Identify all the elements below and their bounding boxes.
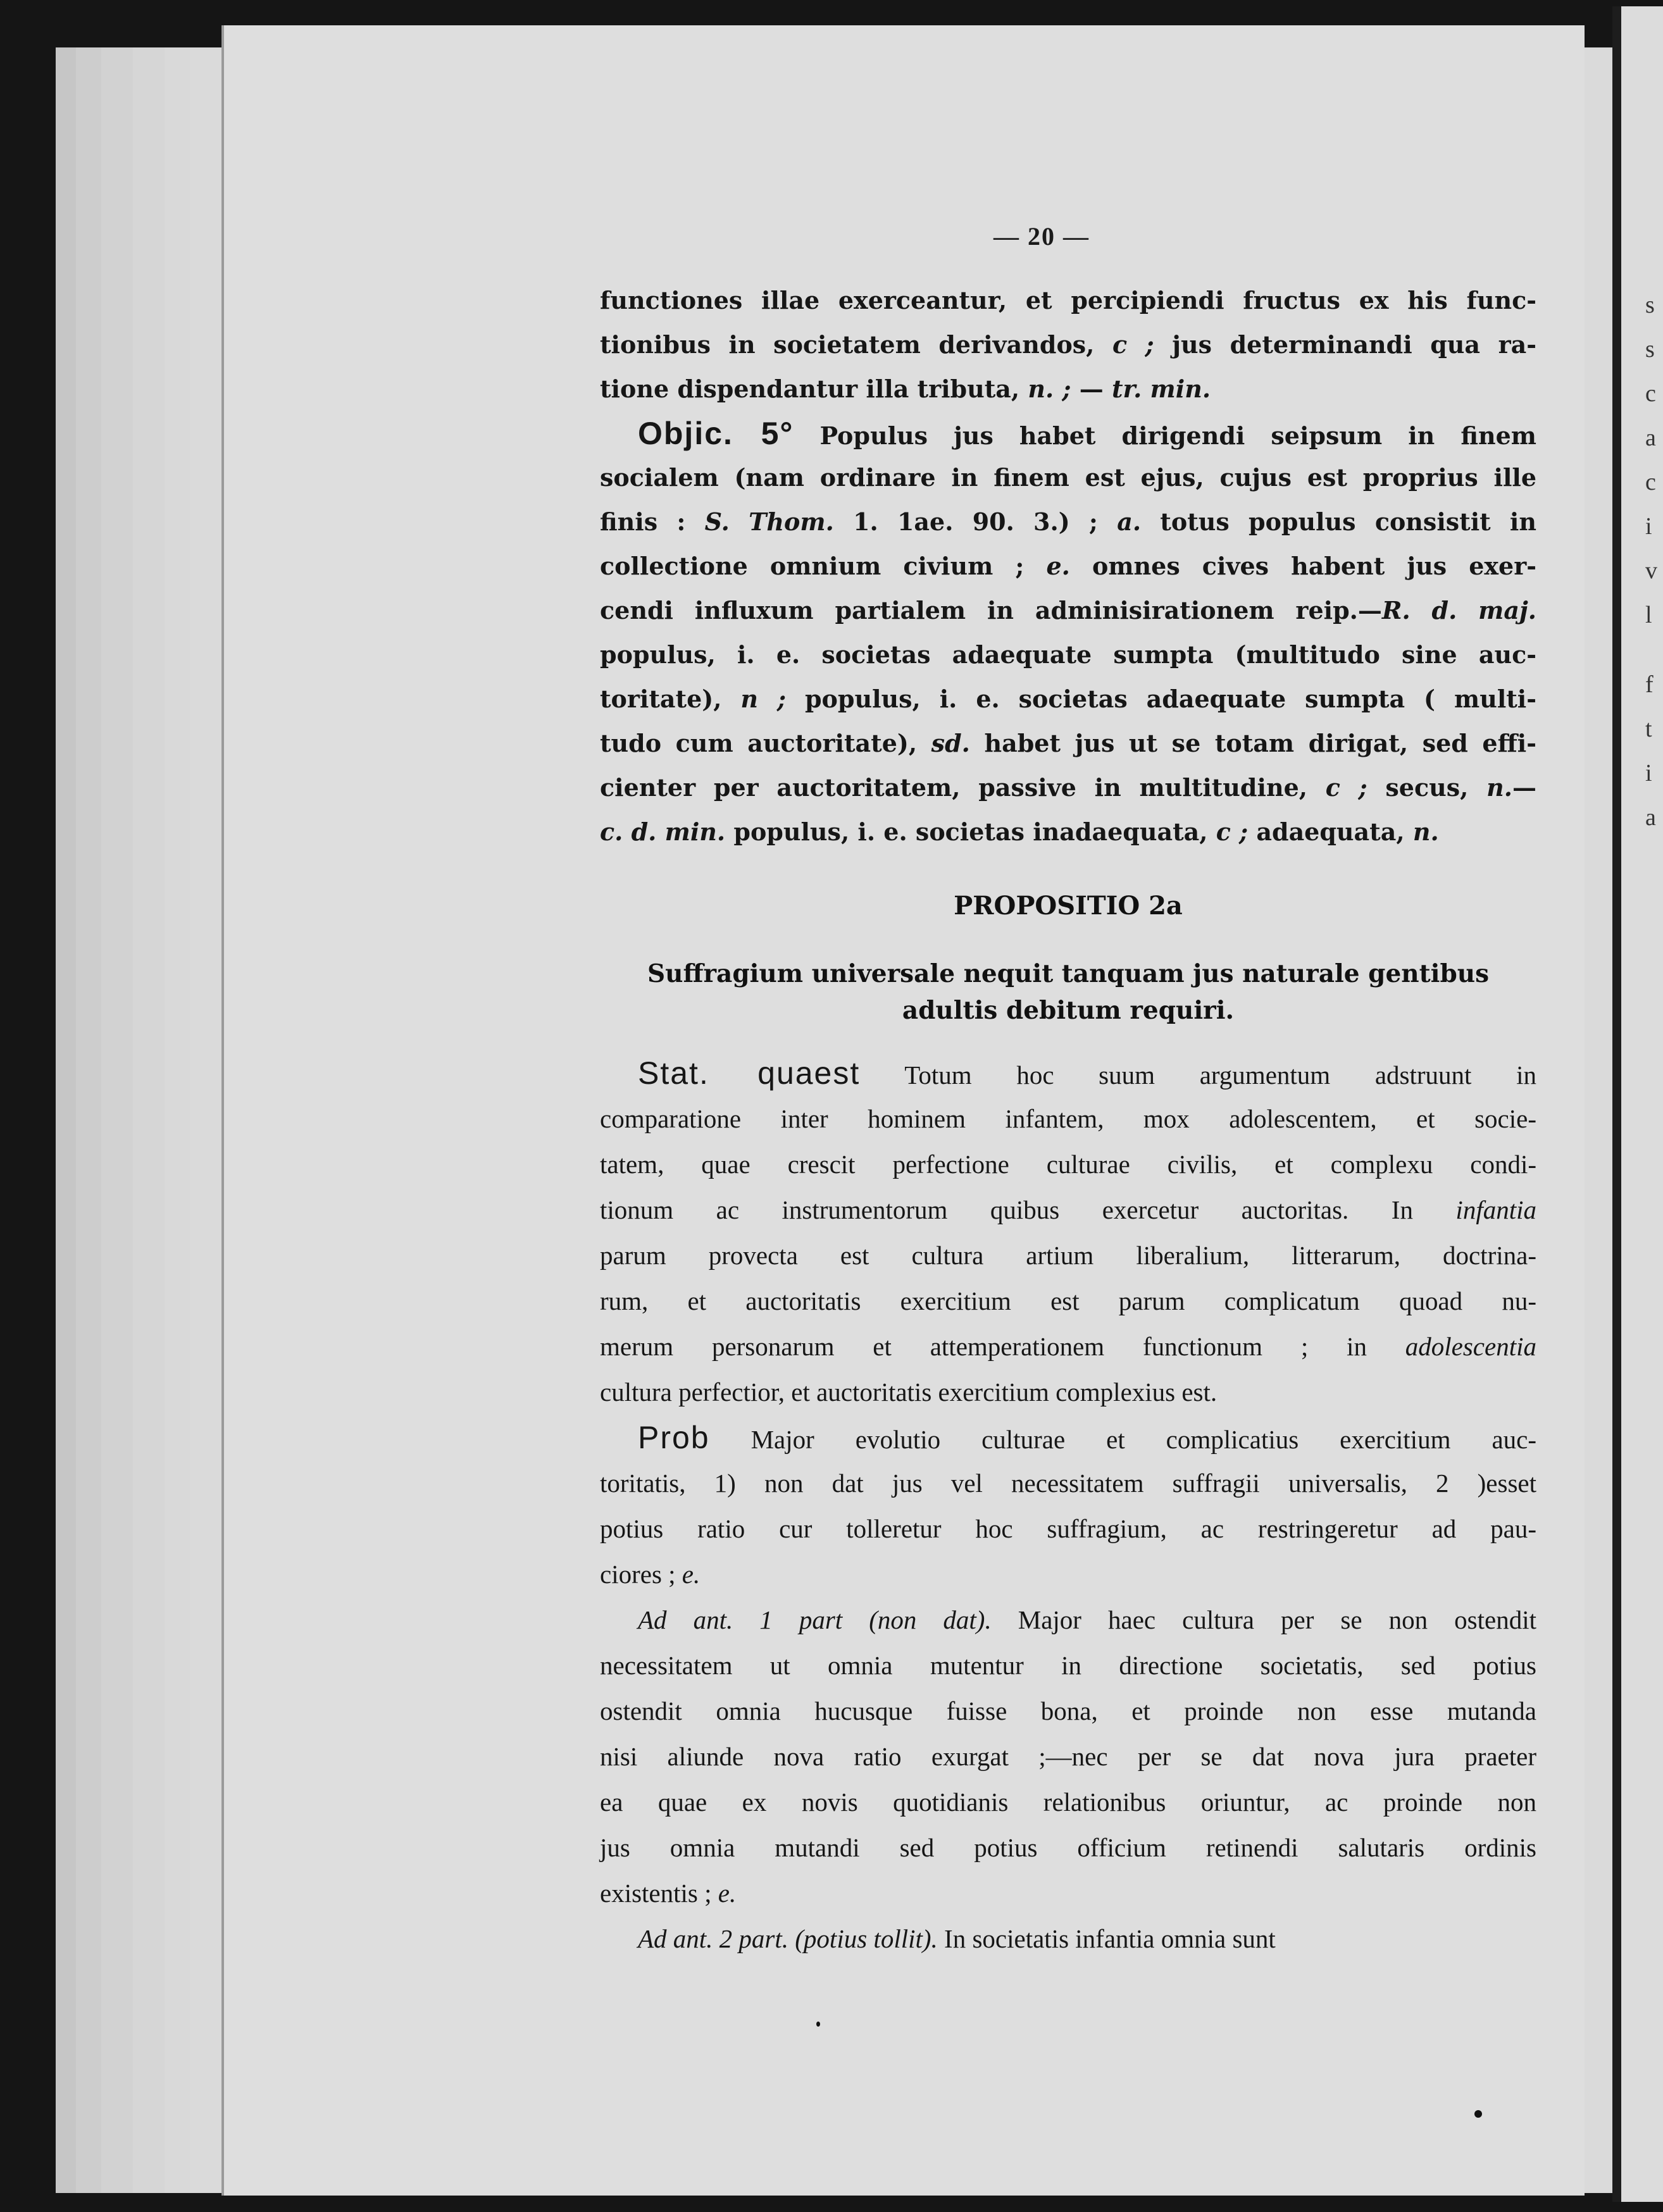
- italic-text: c ;: [1325, 773, 1367, 802]
- text-run: habet jus ut se totam dirigat, sed effi-: [969, 729, 1536, 757]
- text-line: [600, 1278, 1536, 1324]
- facing-page-letter: f: [1645, 671, 1654, 698]
- text-run: cendi influxum partialem in adminisirationem reip.—: [600, 596, 1382, 624]
- paragraph-lead: Objic. 5°: [638, 416, 794, 451]
- facing-page-letter: s: [1645, 292, 1655, 318]
- italic-text: c. d. min.: [600, 817, 726, 846]
- text-run: Major haec cultura per se non ostendit: [991, 1605, 1536, 1634]
- italic-text: Ad ant. 2 part. (potius tollit).: [638, 1924, 938, 1953]
- text-run: populus, i. e. societas inadaequata,: [725, 817, 1216, 846]
- text-line: [600, 810, 1536, 854]
- text-line: [600, 1415, 1536, 1460]
- text-run: —: [1512, 773, 1536, 802]
- text-run: necessitatem ut omnia mutentur in directione societatis, sed potius: [600, 1651, 1536, 1680]
- text-line: [600, 500, 1536, 544]
- text-run: ea quae ex novis quotidianis relationibus oriuntur, ac proinde non: [600, 1787, 1536, 1817]
- text-line: [600, 1187, 1536, 1233]
- text-line: [600, 1233, 1536, 1278]
- text-run: tione dispendantur illa tributa,: [600, 375, 1028, 403]
- text-run: tudo cum auctoritate),: [600, 729, 931, 757]
- facing-page-letter: s: [1645, 336, 1655, 363]
- italic-text: tr. min.: [1112, 375, 1211, 403]
- text-line: [600, 367, 1536, 411]
- facing-page-letter: a: [1645, 804, 1656, 831]
- facing-page-letter: i: [1645, 760, 1652, 786]
- italic-text: n.: [1486, 773, 1512, 802]
- text-run: jus determinandi qua ra-: [1154, 330, 1536, 359]
- paragraph-lead: Prob: [638, 1420, 710, 1455]
- ink-speck: [1474, 2110, 1482, 2118]
- italic-text: e.: [718, 1879, 737, 1908]
- italic-text: adolescentia: [1405, 1332, 1536, 1361]
- objection-paragraph: [600, 278, 1536, 854]
- text-line: [600, 1734, 1536, 1779]
- facing-page-letter: c: [1645, 380, 1656, 407]
- text-line: [600, 1916, 1536, 1961]
- text-run: Major evolutio culturae et complicatius exercitium auc-: [709, 1425, 1536, 1454]
- text-line: [600, 677, 1536, 721]
- text-run: Populus jus habet dirigendi seipsum in finem: [794, 421, 1536, 450]
- page-number: — 20 —: [993, 222, 1090, 251]
- text-run: populus, i. e. societas adaequate sumpta (multitudo sine auc-: [600, 640, 1536, 669]
- text-run: comparatione inter hominem infantem, mox adolescentem, et socie-: [600, 1104, 1536, 1133]
- italic-text: n. ;: [1028, 375, 1071, 403]
- text-line: [600, 1050, 1536, 1096]
- text-run: ostendit omnia hucusque fuisse bona, et proinde non esse mutanda: [600, 1696, 1536, 1725]
- text-line: [600, 323, 1536, 367]
- text-line: [600, 1506, 1536, 1551]
- proposition-body: [600, 1050, 1536, 1961]
- ink-speck: [816, 2022, 820, 2027]
- text-line: [600, 278, 1536, 323]
- proposition-title: PROPOSITIO 2a: [954, 891, 1183, 921]
- facing-page-letter: a: [1645, 425, 1656, 451]
- italic-text: R. d. maj.: [1381, 596, 1536, 624]
- text-run: existentis ;: [600, 1879, 718, 1908]
- text-run: tionum ac instrumentorum quibus exercetur auctoritas. In: [600, 1195, 1456, 1224]
- facing-page-letter: v: [1645, 557, 1657, 584]
- italic-text: sd.: [931, 729, 970, 757]
- text-run: —: [1071, 375, 1112, 403]
- text-line: [600, 1779, 1536, 1825]
- text-run: cienter per auctoritatem, passive in multitudine,: [600, 773, 1326, 802]
- text-line: [600, 411, 1536, 456]
- italic-text: S. Thom.: [704, 507, 834, 536]
- text-run: parum provecta est cultura artium liberalium, litterarum, doctrina-: [600, 1241, 1536, 1270]
- text-line: [600, 544, 1536, 588]
- italic-text: e.: [1046, 552, 1070, 580]
- text-run: rum, et auctoritatis exercitium est parum complicatum quoad nu-: [600, 1286, 1536, 1315]
- text-line: [600, 1324, 1536, 1369]
- text-run: totus populus consistit in: [1141, 507, 1536, 536]
- text-run: 1. 1ae. 90. 3.) ;: [833, 507, 1118, 536]
- italic-text: c ;: [1112, 330, 1154, 359]
- facing-page-letter: c: [1645, 469, 1656, 495]
- text-line: [600, 633, 1536, 677]
- text-run: cultura perfectior, et auctoritatis exercitium complexius est.: [600, 1377, 1218, 1407]
- text-run: omnes cives habent jus exer-: [1069, 552, 1536, 580]
- text-line: [600, 1551, 1536, 1597]
- facing-page-edge: [1612, 6, 1663, 2202]
- proposition-subtitle-line: Suffragium universale nequit tanquam jus naturale gentibus: [647, 959, 1490, 988]
- proposition-subtitle: [600, 955, 1536, 1029]
- text-run: collectione omnium civium ;: [600, 552, 1047, 580]
- italic-text: infantia: [1455, 1195, 1536, 1224]
- text-run: toritatis, 1) non dat jus vel necessitatem suffragii universalis, 2 )esset: [600, 1469, 1536, 1498]
- italic-text: Ad ant. 1 part (non dat).: [638, 1605, 992, 1634]
- text-run: secus,: [1367, 773, 1487, 802]
- text-line: [600, 721, 1536, 766]
- text-line: [600, 766, 1536, 810]
- text-line: [600, 1369, 1536, 1415]
- proposition-subtitle-line: adultis debitum requiri.: [902, 996, 1235, 1025]
- text-run: merum personarum et attemperationem functionum ; in: [600, 1332, 1405, 1361]
- text-line: [600, 1643, 1536, 1688]
- text-line: [600, 1870, 1536, 1916]
- paragraph-lead: Stat. quaest: [638, 1055, 861, 1091]
- text-run: In societatis infantia omnia sunt: [937, 1924, 1276, 1953]
- text-run: finis :: [600, 507, 705, 536]
- text-line: [600, 1688, 1536, 1734]
- italic-text: n.: [1412, 817, 1439, 846]
- text-run: nisi aliunde nova ratio exurgat ;—nec per se dat nova jura praeter: [600, 1742, 1536, 1771]
- text-line: [600, 456, 1536, 500]
- italic-text: c ;: [1216, 817, 1249, 846]
- text-line: [600, 1096, 1536, 1141]
- text-line: [600, 588, 1536, 633]
- italic-text: n ;: [740, 685, 787, 713]
- facing-page-letter: t: [1645, 716, 1652, 742]
- italic-text: a.: [1117, 507, 1142, 536]
- text-run: toritate),: [600, 685, 741, 713]
- text-line: [600, 1141, 1536, 1187]
- text-line: [600, 1460, 1536, 1506]
- text-run: tatem, quae crescit perfectione culturae civilis, et complexu condi-: [600, 1150, 1536, 1179]
- text-run: jus omnia mutandi sed potius officium retinendi salutaris ordinis: [600, 1833, 1536, 1862]
- text-run: Totum hoc suum argumentum adstruunt in: [860, 1060, 1536, 1090]
- italic-text: e.: [682, 1560, 701, 1589]
- text-line: [600, 1597, 1536, 1643]
- text-run: tionibus in societatem derivandos,: [600, 330, 1112, 359]
- text-run: functiones illae exerceantur, et percipiendi fructus ex his func-: [600, 286, 1536, 314]
- text-run: socialem (nam ordinare in finem est ejus, cujus est proprius ille: [600, 463, 1536, 492]
- text-run: adaequata,: [1248, 817, 1413, 846]
- facing-page-letter: i: [1645, 513, 1652, 540]
- facing-page-letter: l: [1645, 602, 1652, 628]
- text-run: ciores ;: [600, 1560, 682, 1589]
- text-line: [600, 1825, 1536, 1870]
- text-run: populus, i. e. societas adaequate sumpta ( multi-: [786, 685, 1537, 713]
- text-run: potius ratio cur tolleretur hoc suffragium, ac restringeretur ad pau-: [600, 1514, 1536, 1543]
